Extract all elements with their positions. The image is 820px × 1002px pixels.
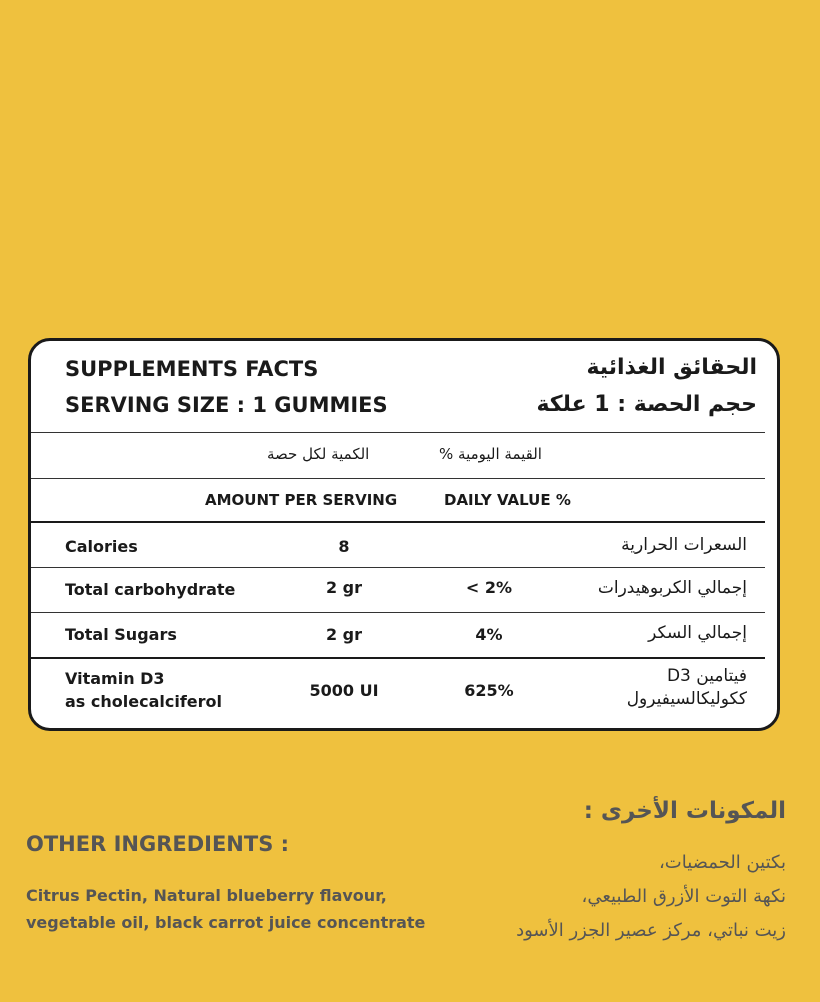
column-amount-en: AMOUNT PER SERVING — [205, 491, 398, 509]
row-sugars-amount: 2 gr — [325, 625, 363, 644]
row-vitamin-name-line2: as cholecalciferol — [65, 692, 223, 711]
row-vitamin-amount: 5000 UI — [309, 681, 379, 700]
supplement-facts-panel — [28, 338, 780, 731]
column-daily-en: DAILY VALUE % — [444, 491, 571, 509]
column-amount-ar: الكمية لكل حصة — [267, 445, 370, 463]
divider — [31, 612, 765, 613]
divider — [31, 432, 765, 433]
serving-size-en: SERVING SIZE : 1 GUMMIES — [65, 393, 388, 417]
row-carbohydrate-amount: 2 gr — [325, 578, 363, 597]
facts-title-ar: الحقائق الغذائية — [586, 355, 757, 380]
row-calories-name: Calories — [65, 537, 138, 556]
divider — [31, 567, 765, 568]
ingredient-ar-line: زيت نباتي، مركز عصير الجزر الأسود — [516, 920, 786, 941]
ingredient-ar-line: بكتين الحمضيات، — [658, 852, 786, 873]
row-carbohydrate-name: Total carbohydrate — [65, 580, 236, 599]
row-sugars-daily: 4% — [475, 625, 503, 644]
row-carbohydrate-name-ar: إجمالي الكربوهيدرات — [597, 578, 747, 598]
other-ingredients-title-en: OTHER INGREDIENTS : — [26, 832, 290, 856]
facts-title-en: SUPPLEMENTS FACTS — [65, 357, 319, 381]
row-vitamin-name-ar-line2: ككوليكالسيفيرول — [626, 689, 747, 709]
row-vitamin-name: Vitamin D3 — [65, 669, 165, 688]
serving-size-ar: حجم الحصة : 1 علكة — [536, 392, 757, 417]
row-vitamin-name-ar: فيتامين D3 — [666, 666, 747, 686]
divider — [31, 478, 765, 479]
row-calories-name-ar: السعرات الحرارية — [621, 535, 747, 555]
row-calories-amount: 8 — [338, 537, 350, 556]
other-ingredients-list-ar — [516, 846, 786, 948]
row-sugars-name: Total Sugars — [65, 625, 177, 644]
row-carbohydrate-daily: < 2% — [465, 578, 513, 597]
divider — [31, 657, 765, 659]
divider — [31, 521, 765, 523]
column-daily-ar: القيمة اليومية % — [439, 445, 542, 463]
other-ingredients-title-ar: المكونات الأخرى : — [583, 798, 786, 824]
row-vitamin-daily: 625% — [464, 681, 514, 700]
row-sugars-name-ar: إجمالي السكر — [648, 623, 747, 643]
other-ingredients-text-en: Citrus Pectin, Natural blueberry flavour, vegetable oil, black carrot juice concentrate — [26, 886, 426, 932]
ingredient-ar-line: نكهة التوت الأزرق الطبيعي، — [581, 886, 786, 907]
